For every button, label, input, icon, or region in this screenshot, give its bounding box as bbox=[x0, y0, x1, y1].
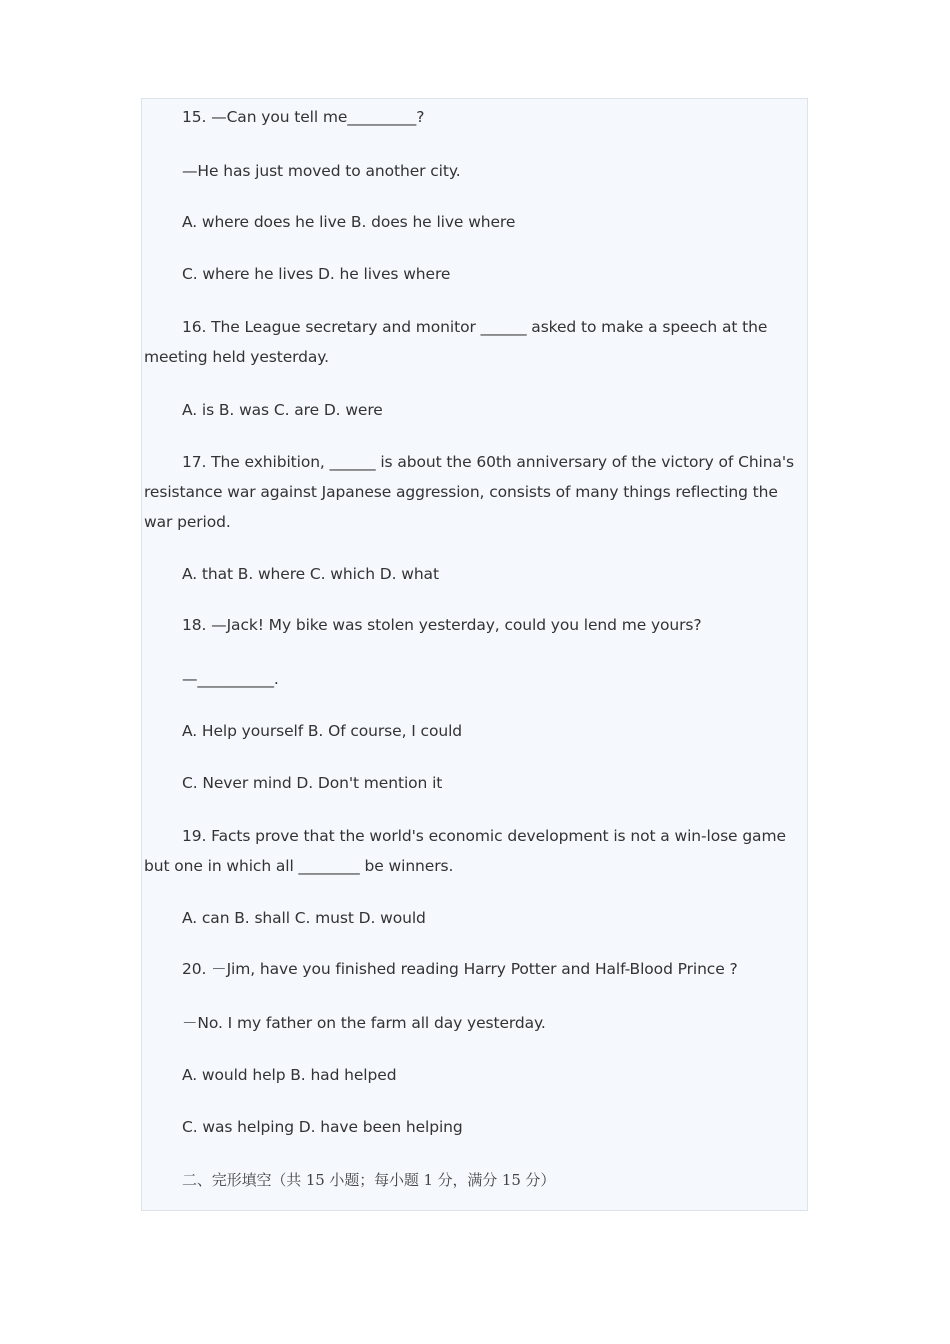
q15-reply: —He has just moved to another city. bbox=[182, 162, 461, 180]
q20-reply: －No. I my father on the farm all day yesterday. bbox=[182, 1014, 546, 1032]
q19-options: A. can B. shall C. must D. would bbox=[182, 909, 426, 927]
q18-stem: 18. —Jack! My bike was stolen yesterday, could you lend me yours? bbox=[182, 616, 702, 634]
q18-options-cd: C. Never mind D. Don't mention it bbox=[182, 774, 443, 792]
q15-options-cd: C. where he lives D. he lives where bbox=[182, 265, 451, 283]
q19-stem: 19. Facts prove that the world's economic development is not a win-lose game but one in which all ________ be winners. bbox=[144, 827, 786, 875]
q17-options: A. that B. where C. which D. what bbox=[182, 565, 439, 583]
q20-options-cd: C. was helping D. have been helping bbox=[182, 1118, 463, 1136]
q18-reply: —__________. bbox=[182, 670, 279, 688]
q18-options-ab: A. Help yourself B. Of course, I could bbox=[182, 722, 463, 740]
q16-stem: 16. The League secretary and monitor ______ asked to make a speech at the meeting held yesterday. bbox=[144, 318, 768, 366]
q16-options: A. is B. was C. are D. were bbox=[182, 401, 383, 419]
q17-stem: 17. The exhibition, ______ is about the 60th anniversary of the victory of China's resistance war against Japanese aggression, consists of many things reflecting the war period. bbox=[144, 453, 795, 531]
q15-options-ab: A. where does he live B. does he live where bbox=[182, 213, 516, 231]
q20-options-ab: A. would help B. had helped bbox=[182, 1066, 397, 1084]
q20-stem: 20. －Jim, have you finished reading Harry Potter and Half-Blood Prince ? bbox=[182, 960, 738, 978]
q15-stem: 15. —Can you tell me_________? bbox=[182, 108, 425, 126]
section-heading: 二、完形填空（共 15 小题；每小题 1 分，满分 15 分） bbox=[182, 1171, 556, 1189]
